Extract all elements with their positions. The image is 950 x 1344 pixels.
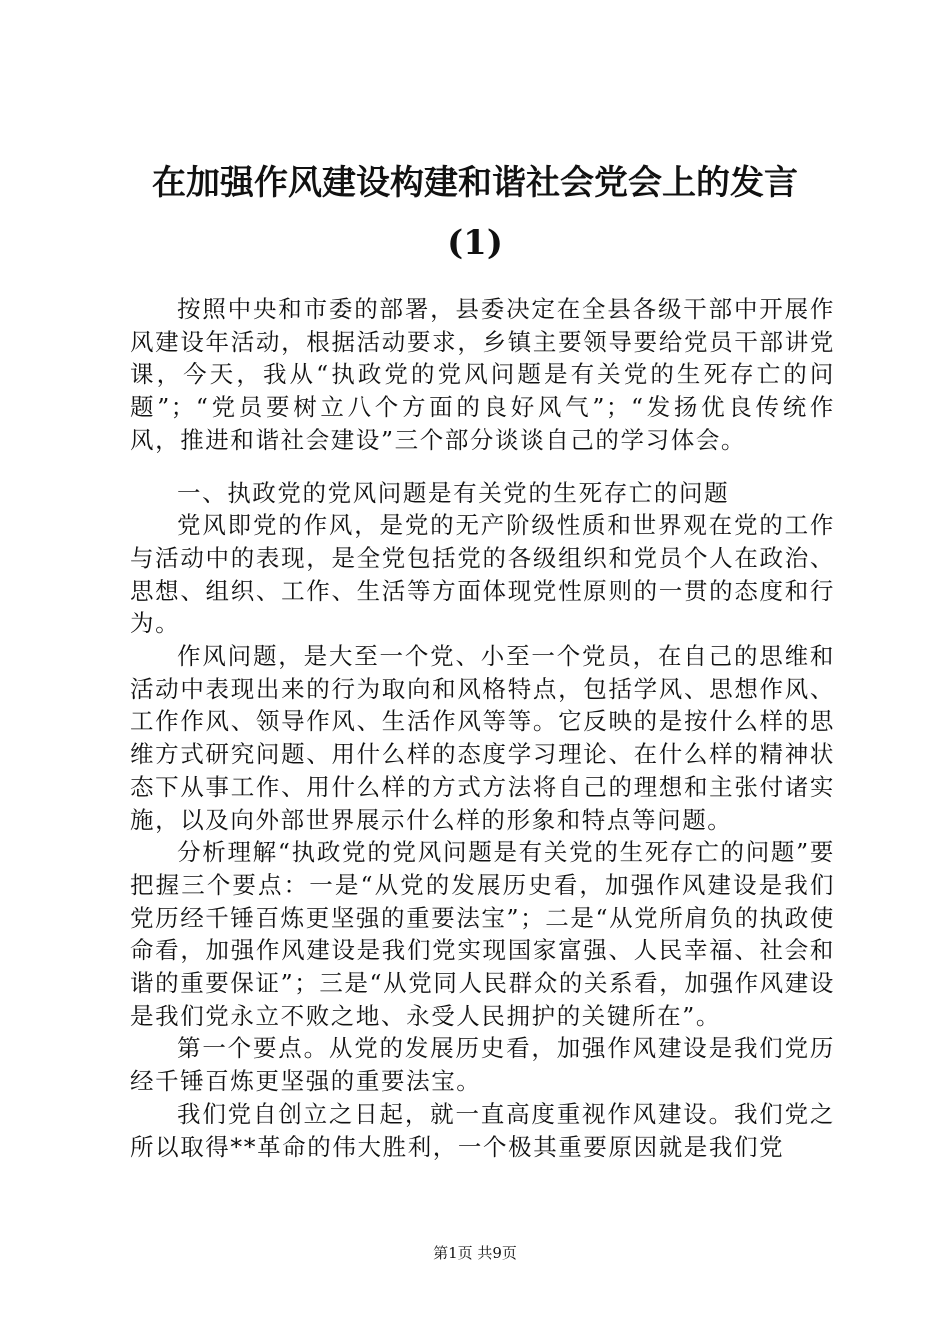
paragraph: 党风即党的作风，是党的无产阶级性质和世界观在党的工作与活动中的表现，是全党包括党的各级组织和党员个人在政治、思想、组织、工作、生活等方面体现党性原则的一贯的态度和行为。 bbox=[130, 511, 835, 638]
page-footer: 第1页 共9页 bbox=[433, 1244, 517, 1262]
document-body bbox=[130, 293, 835, 1163]
document-title: 在加强作风建设构建和谐社会党会上的发言 bbox=[152, 163, 798, 203]
paragraph: 第一个要点。从党的发展历史看，加强作风建设是我们党历经千锤百炼更坚强的重要法宝。 bbox=[130, 1034, 835, 1096]
document-title-suffix: (1) bbox=[447, 223, 503, 263]
paragraph: 作风问题，是大至一个党、小至一个党员，在自己的思维和活动中表现出来的行为取向和风格特点，包括学风、思想作风、工作作风、领导作风、生活作风等等。它反映的是按什么样的思维方式研究问题、用什么样的态度学习理论、在什么样的精神状态下从事工作、用什么样的方式方法将自己的理想和主张付诸实施，以及向外部世界展示什么样的形象和特点等问题。 bbox=[130, 642, 835, 834]
paragraph: 我们党自创立之日起，就一直高度重视作风建设。我们党之所以取得**革命的伟大胜利，一个极其重要原因就是我们党 bbox=[130, 1099, 835, 1161]
paragraph: 分析理解“执政党的党风问题是有关党的生死存亡的问题”要把握三个要点：一是“从党的发展历史看，加强作风建设是我们党历经千锤百炼更坚强的重要法宝”；二是“从党所肩负的执政使命看，加强作风建设是我们党实现国家富强、人民幸福、社会和谐的重要保证”；三是“从党同人民群众的关系看，加强作风建设是我们党永立不败之地、永受人民拥护的关键所在”。 bbox=[130, 838, 835, 1030]
paragraph-intro: 按照中央和市委的部署，县委决定在全县各级干部中开展作风建设年活动，根据活动要求，乡镇主要领导要给党员干部讲党课，今天，我从“执政党的党风问题是有关党的生死存亡的问题”；“党员要树立八个方面的良好风气”；“发扬优良传统作风，推进和谐社会建设”三个部分谈谈自己的学习体会。 bbox=[130, 295, 835, 454]
section-heading: 一、执政党的党风问题是有关党的生死存亡的问题 bbox=[177, 478, 730, 507]
